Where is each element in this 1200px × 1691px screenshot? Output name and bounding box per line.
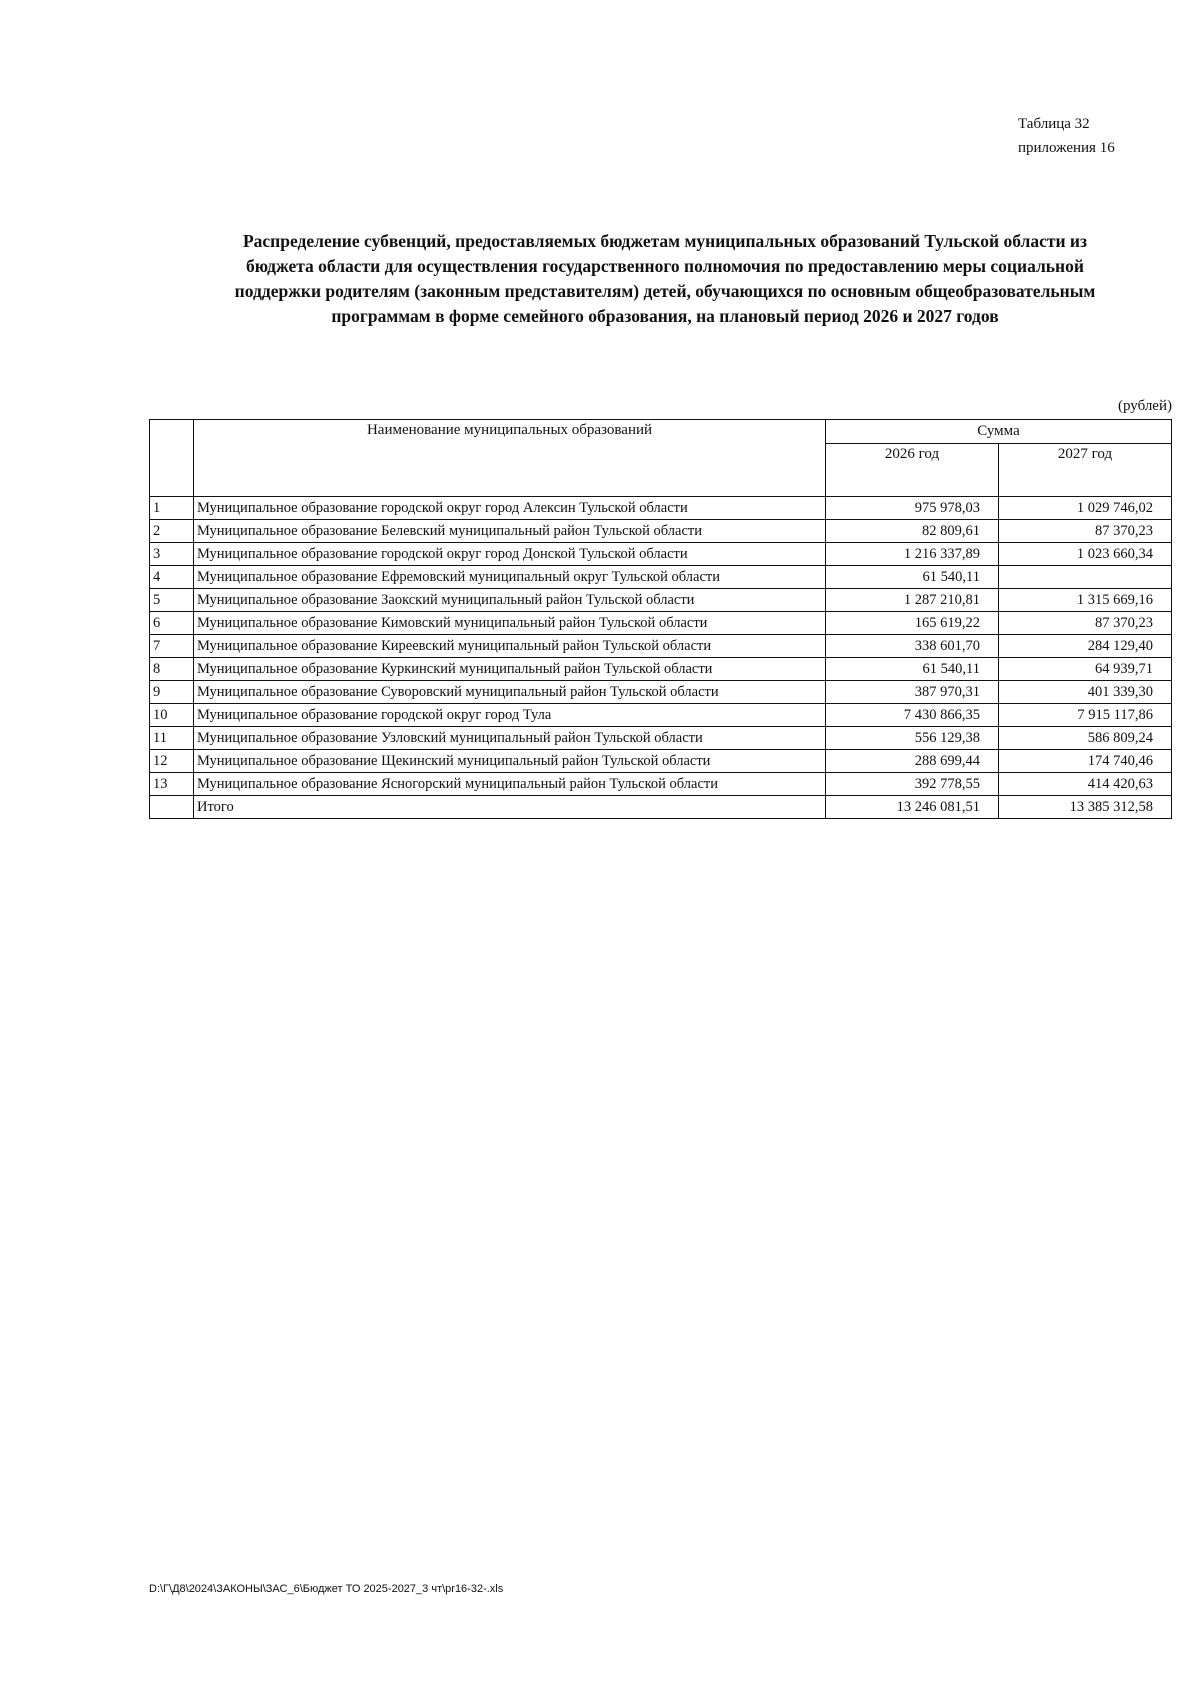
table-row bbox=[150, 520, 1172, 543]
units-label: (рублей) bbox=[1117, 398, 1172, 414]
subvention-table bbox=[149, 419, 1172, 819]
municipality-name: Муниципальное образование Суворовский муниципальный район Тульской области bbox=[194, 681, 826, 704]
amount-2026: 338 601,70 bbox=[826, 635, 999, 658]
total-2026: 13 246 081,51 bbox=[826, 796, 999, 819]
header-year-2027: 2027 год bbox=[999, 443, 1172, 496]
amount-2027: 414 420,63 bbox=[999, 773, 1172, 796]
municipality-name: Муниципальное образование Узловский муниципальный район Тульской области bbox=[194, 727, 826, 750]
document-title bbox=[160, 229, 1170, 329]
row-number: 11 bbox=[150, 727, 194, 750]
municipality-name: Муниципальное образование городской округ город Донской Тульской области bbox=[194, 543, 826, 566]
header-year-2026: 2026 год bbox=[826, 443, 999, 496]
amount-2026: 61 540,11 bbox=[826, 658, 999, 681]
amount-2027: 1 023 660,34 bbox=[999, 543, 1172, 566]
row-number: 4 bbox=[150, 566, 194, 589]
row-number: 10 bbox=[150, 704, 194, 727]
amount-2026: 975 978,03 bbox=[826, 497, 999, 520]
header-sum-cell: Сумма bbox=[826, 420, 1172, 444]
municipality-name: Муниципальное образование Заокский муниципальный район Тульской области bbox=[194, 589, 826, 612]
total-number-cell bbox=[150, 796, 194, 819]
municipality-name: Муниципальное образование Ефремовский муниципальный округ Тульской области bbox=[194, 566, 826, 589]
header-name-cell: Наименование муниципальных образований bbox=[194, 420, 826, 497]
amount-2027: 401 339,30 bbox=[999, 681, 1172, 704]
title-line-2: бюджета области для осуществления государственного полномочия по предоставлению меры социальной bbox=[246, 256, 1084, 276]
row-number: 8 bbox=[150, 658, 194, 681]
amount-2026: 1 216 337,89 bbox=[826, 543, 999, 566]
amount-2026: 1 287 210,81 bbox=[826, 589, 999, 612]
amount-2027: 64 939,71 bbox=[999, 658, 1172, 681]
table-reference bbox=[1018, 112, 1115, 160]
table-row bbox=[150, 589, 1172, 612]
file-path-footer: D:\Г\Д8\2024\ЗАКОНЫ\ЗАС_6\Бюджет ТО 2025-2027_3 чт\pr16-32-.xls bbox=[149, 1583, 504, 1595]
table-row bbox=[150, 497, 1172, 520]
row-number: 2 bbox=[150, 520, 194, 543]
amount-2026: 61 540,11 bbox=[826, 566, 999, 589]
municipality-name: Муниципальное образование городской округ город Алексин Тульской области bbox=[194, 497, 826, 520]
total-label: Итого bbox=[194, 796, 826, 819]
amount-2027: 586 809,24 bbox=[999, 727, 1172, 750]
row-number: 12 bbox=[150, 750, 194, 773]
row-number: 1 bbox=[150, 497, 194, 520]
amount-2026: 556 129,38 bbox=[826, 727, 999, 750]
amount-2027: 174 740,46 bbox=[999, 750, 1172, 773]
municipality-name: Муниципальное образование Белевский муниципальный район Тульской области bbox=[194, 520, 826, 543]
municipality-name: Муниципальное образование Куркинский муниципальный район Тульской области bbox=[194, 658, 826, 681]
amount-2026: 165 619,22 bbox=[826, 612, 999, 635]
table-row bbox=[150, 635, 1172, 658]
amount-2027: 87 370,23 bbox=[999, 520, 1172, 543]
table-number: Таблица 32 bbox=[1018, 116, 1090, 132]
municipality-name: Муниципальное образование городской округ город Тула bbox=[194, 704, 826, 727]
amount-2026: 392 778,55 bbox=[826, 773, 999, 796]
total-row bbox=[150, 796, 1172, 819]
row-number: 7 bbox=[150, 635, 194, 658]
table-row bbox=[150, 658, 1172, 681]
table-row bbox=[150, 566, 1172, 589]
appendix-reference: приложения 16 bbox=[1018, 140, 1115, 156]
amount-2026: 7 430 866,35 bbox=[826, 704, 999, 727]
header-number-cell bbox=[150, 420, 194, 497]
table-row bbox=[150, 612, 1172, 635]
municipality-name: Муниципальное образование Ясногорский муниципальный район Тульской области bbox=[194, 773, 826, 796]
municipality-name: Муниципальное образование Кимовский муниципальный район Тульской области bbox=[194, 612, 826, 635]
amount-2026: 387 970,31 bbox=[826, 681, 999, 704]
title-line-1: Распределение субвенций, предоставляемых бюджетам муниципальных образований Тульской области из bbox=[242, 231, 1088, 251]
table-row bbox=[150, 727, 1172, 750]
amount-2027: 284 129,40 bbox=[999, 635, 1172, 658]
amount-2027: 1 029 746,02 bbox=[999, 497, 1172, 520]
municipality-name: Муниципальное образование Киреевский муниципальный район Тульской области bbox=[194, 635, 826, 658]
table-row bbox=[150, 681, 1172, 704]
table-row bbox=[150, 750, 1172, 773]
row-number: 3 bbox=[150, 543, 194, 566]
municipality-name: Муниципальное образование Щекинский муниципальный район Тульской области bbox=[194, 750, 826, 773]
row-number: 6 bbox=[150, 612, 194, 635]
title-line-3: поддержки родителям (законным представителям) детей, обучающихся по основным общеобразовательным bbox=[234, 281, 1096, 301]
amount-2027: 7 915 117,86 bbox=[999, 704, 1172, 727]
row-number: 9 bbox=[150, 681, 194, 704]
amount-2027: 87 370,23 bbox=[999, 612, 1172, 635]
row-number: 13 bbox=[150, 773, 194, 796]
amount-2027: 1 315 669,16 bbox=[999, 589, 1172, 612]
amount-2026: 82 809,61 bbox=[826, 520, 999, 543]
amount-2026: 288 699,44 bbox=[826, 750, 999, 773]
row-number: 5 bbox=[150, 589, 194, 612]
total-2027: 13 385 312,58 bbox=[999, 796, 1172, 819]
amount-2027 bbox=[999, 566, 1172, 589]
table-row bbox=[150, 704, 1172, 727]
table-row bbox=[150, 543, 1172, 566]
title-line-4: программам в форме семейного образования, на плановый период 2026 и 2027 годов bbox=[331, 306, 999, 326]
header-row bbox=[150, 420, 1172, 444]
table-row bbox=[150, 773, 1172, 796]
